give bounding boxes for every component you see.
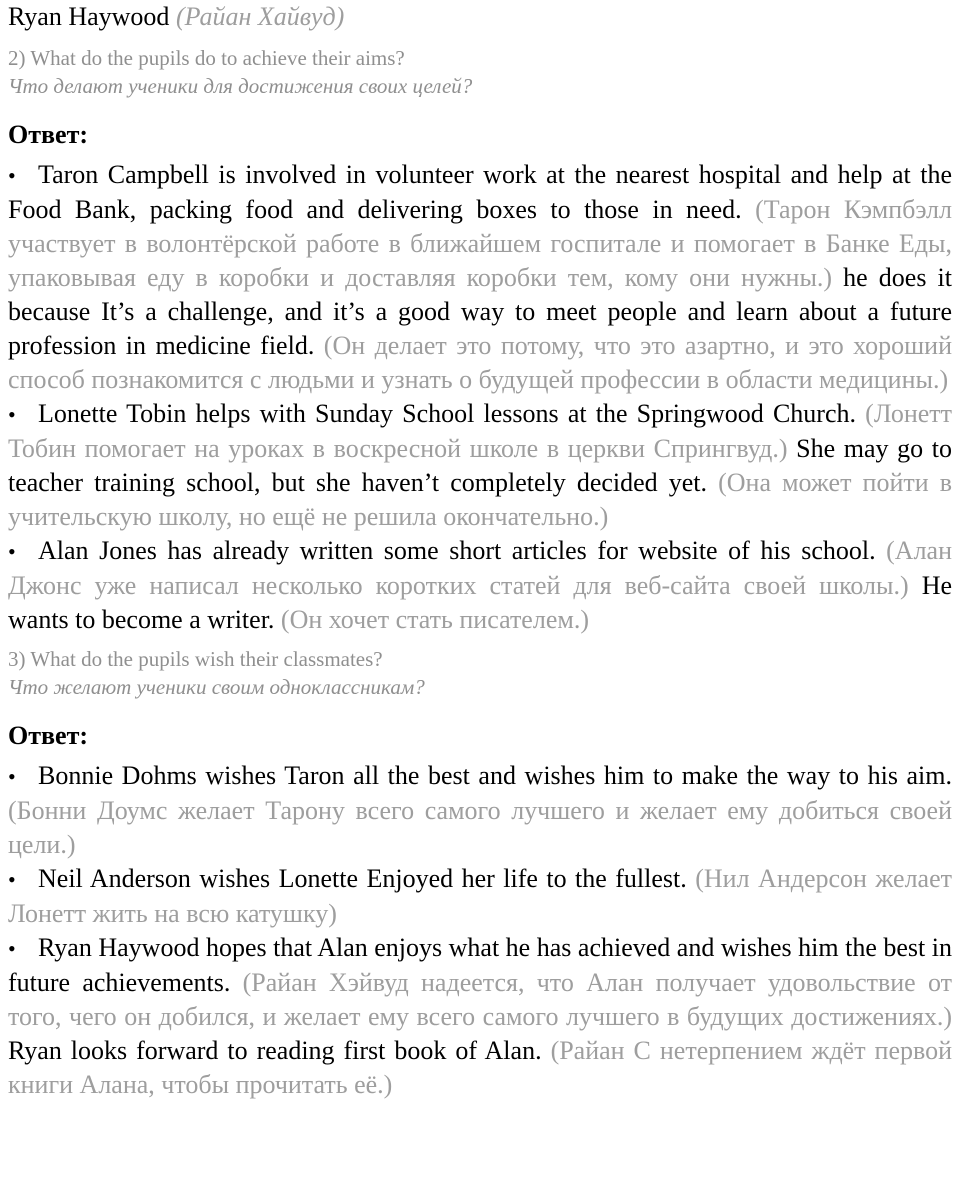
question-2-en: 2) What do the pupils do to achieve their aims? <box>8 46 405 70</box>
header-name-en: Ryan Haywood <box>8 2 170 31</box>
bullet-dot: • <box>8 402 16 427</box>
bullet-text-ru: (Райан С нетерпением ждёт первой книги Алана, чтобы прочитать её.) <box>8 1036 953 1099</box>
bullet-text-ru: (Лонетт Тобин помогает на уроках в воскресной школе в церкви Спрингвуд.) <box>8 399 952 463</box>
answer-3-bullet-2 <box>8 862 952 931</box>
bullet-dot: • <box>8 764 16 789</box>
section-2 <box>8 44 952 637</box>
header-line <box>8 0 952 34</box>
bullet-text-ru: (Алан Джонс уже написал несколько коротких статей для веб-сайта своей школы.) <box>8 536 953 600</box>
bullet-text-ru: (Он хочет стать писателем.) <box>280 605 589 634</box>
answer-label-3: Ответ: <box>8 721 89 750</box>
bullet-text-en: Lonette Tobin helps with Sunday School lessons at the Springwood Church. <box>38 399 856 428</box>
answer-3-bullet-1 <box>8 759 952 862</box>
answer-2-bullet-3 <box>8 534 952 637</box>
bullet-text-en: Taron Campbell is involved in volunteer work at the nearest hospital and help at the Food Bank, packing food and delivering boxes to those in need. <box>8 160 952 224</box>
bullet-dot: • <box>8 163 16 188</box>
bullet-text-ru: (Она может пойти в учительскую школу, но ещё не решила окончательно.) <box>8 468 952 531</box>
bullet-text-en: Alan Jones has already written some short articles for website of his school. <box>38 536 876 565</box>
bullet-text-ru: (Райан Хэйвуд надеется, что Алан получает удовольствие от того, чего он добился, и желает ему всего самого лучшего в будущих достижениях.) <box>8 968 953 1031</box>
header-name-ru: (Райан Хайвуд) <box>175 2 345 31</box>
bullet-text-en: Ryan Haywood hopes that Alan enjoys what he has achieved and wishes him the best in future achievements. <box>8 933 952 997</box>
bullet-text-en: He wants to become a writer. <box>8 571 953 634</box>
answer-2-bullet-1 <box>8 158 952 397</box>
bullet-dot: • <box>8 867 16 892</box>
bullet-text-en: Ryan looks forward to reading first book of Alan. <box>8 1036 542 1065</box>
bullet-text-en: She may go to teacher training school, but she haven’t completely decided yet. <box>8 434 952 497</box>
section-3 <box>8 645 952 1102</box>
question-3-ru: Что желают ученики своим одноклассникам? <box>8 675 425 699</box>
bullet-text-ru: (Бонни Доумс желает Тарону всего самого лучшего и желает ему добиться своей цели.) <box>8 796 952 859</box>
bullet-dot: • <box>8 936 16 961</box>
question-2-ru: Что делают ученики для достижения своих целей? <box>8 74 473 98</box>
bullet-text-en: Neil Anderson wishes Lonette Enjoyed her life to the fullest. <box>38 864 687 893</box>
answer-3-bullet-3 <box>8 931 952 1102</box>
bullet-text-ru: (Он делает это потому, что это азартно, и это хороший способ познакомится с людьми и узнать о будущей профессии в области медицины.) <box>8 331 952 394</box>
bullet-text-ru: (Тарон Кэмпбэлл участвует в волонтёрской работе в ближайшем госпитале и помогает в Банке Еды, упаковывая еду в коробки и доставляя коробки тем, кому они нужны.) <box>8 195 953 292</box>
bullet-dot: • <box>8 539 16 564</box>
question-3-en: 3) What do the pupils wish their classmates? <box>8 647 383 671</box>
bullet-text-en: he does it because It’s a challenge, and it’s a good way to meet people and learn about a future profession in medicine field. <box>8 263 952 360</box>
bullet-text-en: Bonnie Dohms wishes Taron all the best and wishes him to make the way to his aim. <box>38 761 952 790</box>
answer-2-bullet-2 <box>8 397 952 534</box>
answer-label-2: Ответ: <box>8 120 89 149</box>
bullet-text-ru: (Нил Андерсон желает Лонетт жить на всю катушку) <box>8 864 952 928</box>
